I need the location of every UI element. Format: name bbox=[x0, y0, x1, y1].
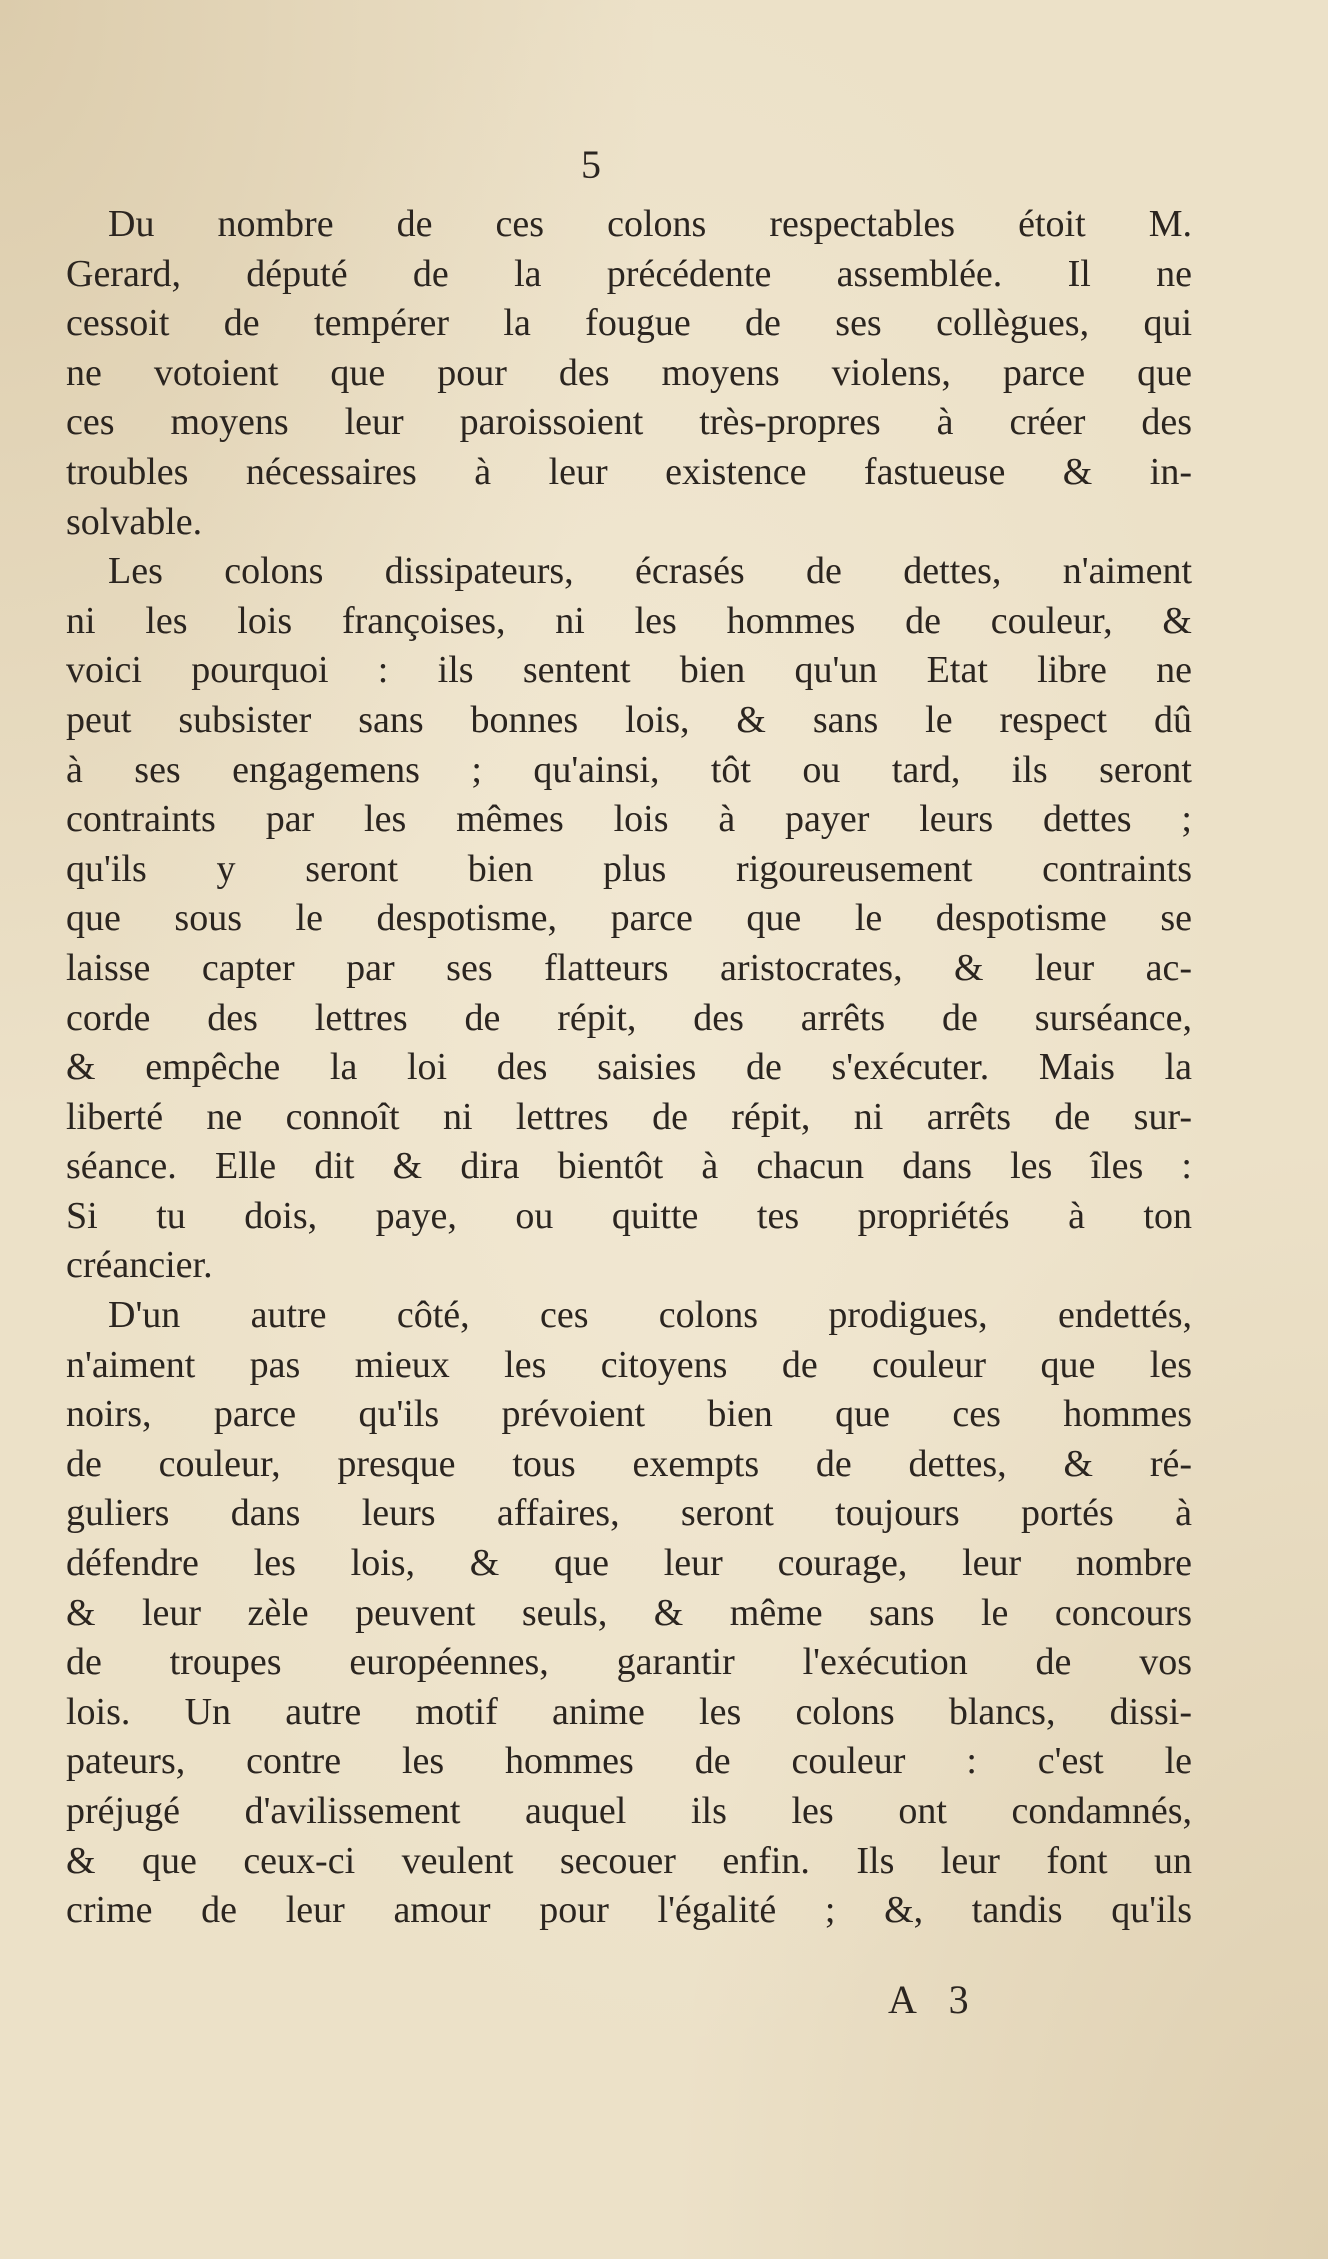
text-line: lois. Un autre motif anime les colons blancs, dissi- bbox=[66, 1690, 1192, 1733]
text-line: & leur zèle peuvent seuls, & même sans le concours bbox=[66, 1591, 1192, 1634]
text-line: n'aiment pas mieux les citoyens de couleur que les bbox=[66, 1343, 1192, 1386]
text-line: Si tu dois, paye, ou quitte tes propriétés à ton bbox=[66, 1194, 1192, 1237]
text-line: solvable. bbox=[66, 500, 203, 543]
body-text bbox=[66, 200, 1192, 1936]
text-line: à ses engagemens ; qu'ainsi, tôt ou tard, ils seront bbox=[66, 748, 1192, 791]
text-line: pateurs, contre les hommes de couleur : c'est le bbox=[66, 1740, 1192, 1783]
text-line: contraints par les mêmes lois à payer leurs dettes ; bbox=[66, 798, 1192, 841]
text-line: liberté ne connoît ni lettres de répit, ni arrêts de sur- bbox=[66, 1095, 1192, 1138]
text-line: cessoit de tempérer la fougue de ses collègues, qui bbox=[66, 302, 1192, 345]
text-line: ne votoient que pour des moyens violens, parce que bbox=[66, 351, 1192, 394]
text-line: de troupes européennes, garantir l'exécution de vos bbox=[66, 1641, 1192, 1684]
text-line: crime de leur amour pour l'égalité ; &, tandis qu'ils bbox=[66, 1889, 1192, 1932]
text-line: que sous le despotisme, parce que le despotisme se bbox=[66, 897, 1192, 940]
text-line: guliers dans leurs affaires, seront toujours portés à bbox=[66, 1492, 1192, 1535]
text-line: noirs, parce qu'ils prévoient bien que ces hommes bbox=[66, 1393, 1192, 1436]
text-line: & que ceux-ci veulent secouer enfin. Ils leur font un bbox=[66, 1839, 1192, 1882]
signature-mark: A 3 bbox=[888, 1977, 981, 2022]
text-line: D'un autre côté, ces colons prodigues, endettés, bbox=[108, 1294, 1192, 1337]
text-line: séance. Elle dit & dira bientôt à chacun dans les îles : bbox=[66, 1145, 1192, 1188]
text-line: Les colons dissipateurs, écrasés de dettes, n'aiment bbox=[108, 550, 1192, 593]
text-line: préjugé d'avilissement auquel ils les ont condamnés, bbox=[66, 1790, 1192, 1832]
text-line: de couleur, presque tous exempts de dettes, & ré- bbox=[66, 1442, 1192, 1485]
text-line: qu'ils y seront bien plus rigoureusement contraints bbox=[66, 847, 1192, 890]
text-line: défendre les lois, & que leur courage, leur nombre bbox=[66, 1542, 1192, 1585]
text-line: Gerard, député de la précédente assemblée. Il ne bbox=[66, 252, 1192, 295]
text-line: laisse capter par ses flatteurs aristocrates, & leur ac- bbox=[66, 946, 1192, 989]
text-line: peut subsister sans bonnes lois, & sans le respect dû bbox=[66, 698, 1192, 741]
text-line: Du nombre de ces colons respectables étoit M. bbox=[108, 203, 1192, 245]
text-line: & empêche la loi des saisies de s'exécuter. Mais la bbox=[66, 1046, 1192, 1089]
text-line: ni les lois françoises, ni les hommes de couleur, & bbox=[66, 599, 1192, 642]
text-line: ces moyens leur paroissoient très-propres à créer des bbox=[66, 401, 1192, 444]
text-line: voici pourquoi : ils sentent bien qu'un Etat libre ne bbox=[66, 649, 1192, 692]
text-line: corde des lettres de répit, des arrêts de surséance, bbox=[66, 996, 1192, 1039]
page-number: 5 bbox=[581, 142, 601, 187]
text-line: créancier. bbox=[66, 1244, 213, 1287]
text-line: troubles nécessaires à leur existence fastueuse & in- bbox=[66, 450, 1192, 493]
